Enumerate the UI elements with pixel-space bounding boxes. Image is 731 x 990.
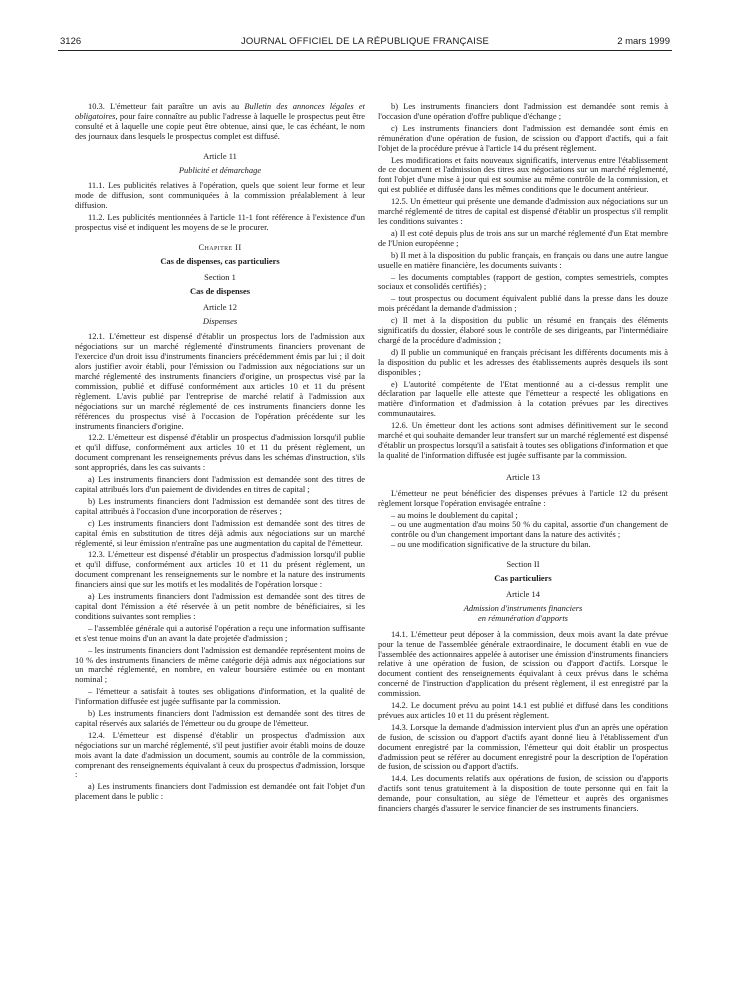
- paragraph-12-4: 12.4. L'émetteur est dispensé d'établir un prospectus d'admission aux négociations sur un marché réglementé, s'il peut justifier avoir établi moins de douze mois avant la date d'admission un document, soumis au contrôle de la commission, comprenant des renseignements équivalant à ceux du prospectus d'admission, lorsque :: [75, 729, 365, 780]
- article-14-title-line-2: en rémunération d'apports: [478, 612, 568, 623]
- article-11-title: Publicité et démarchage: [178, 164, 262, 175]
- article-14-title-line-1: Admission d'instruments financiers: [463, 602, 583, 613]
- paragraph-12-3-b: b) Les instruments financiers dont l'admission est demandée sont des titres de capital réservés aux salariés de l'émetteur ou du groupe de l'émetteur.: [75, 708, 365, 728]
- section-1-title: Cas de dispenses: [189, 285, 250, 296]
- paragraph-12-2-c: c) Les instruments financiers dont l'admission est demandée sont des titres de capital émis en substitution de titres déjà admis aux négociations sur un marché réglementé, si leur émission n'entraîne pas une augmentation du capital de l'émetteur.: [75, 517, 365, 548]
- paragraph-12-5: 12.5. Un émetteur qui présente une demande d'admission aux négociations sur un marché réglementé de titres de capital est dispensé d'établir un prospectus s'il remplit les conditions suivantes :: [378, 196, 668, 226]
- paragraph-12-5-b-1: – les documents comptables (rapport de gestion, comptes semestriels, comptes sociaux et consolidés certifiés) ;: [378, 271, 668, 292]
- paragraph-12-5-c: c) Il met à la disposition du public un résumé en français des éléments significatifs du dossier, élaboré sous le contrôle de ses dirigeants, par l'intermédiaire chargé de la procédure d'admission ;: [378, 315, 668, 345]
- paragraph-12-3: 12.3. L'émetteur est dispensé d'établir un prospectus d'admission lorsqu'il publie et qu'il diffuse, conformément aux articles 10 et 11 du présent règlement, un document comprenant les renseignements sur le nombre et la nature des instruments financiers ainsi que sur les motifs et les modalités de l'opération lorsque :: [75, 549, 365, 590]
- page-number: 3126: [60, 36, 82, 47]
- chapter-heading: Chapitre II: [198, 241, 242, 252]
- article-11-heading: Article 11: [203, 150, 237, 161]
- paragraph-12-2-a: a) Les instruments financiers dont l'admission est demandée sont des titres de capital attribués lors d'un paiement de dividendes en titres de capital ;: [75, 474, 365, 494]
- paragraph-12-3-a-3: – l'émetteur a satisfait à toutes ses obligations d'information, et la qualité de l'information diffusée est jugée suffisante par la commission.: [75, 686, 365, 707]
- paragraph-11-2: 11.2. Les publicités mentionnées à l'article 11-1 font référence à l'existence d'un prospectus visé et indiquent les moyens de se le procurer.: [75, 212, 365, 233]
- paragraph-12-5-b: b) Il met à la disposition du public français, en français ou dans une autre langue usuelle en matière financière, les documents suivants :: [378, 249, 668, 270]
- chapter-title: Cas de dispenses, cas particuliers: [160, 255, 280, 266]
- article-14-heading: Article 14: [506, 588, 540, 599]
- paragraph-12-3-a-2: – les instruments financiers dont l'admission est demandée représentent moins de 10 % des instruments financiers de même catégorie déjà admis aux négociations sur un marché réglementé, en nombre, en valeur boursière estimée ou en montant nominal ;: [75, 644, 365, 685]
- paragraph-13-item-3: – ou une modification significative de la structure du bilan.: [391, 539, 591, 550]
- right-column: [378, 102, 668, 816]
- section-2-title: Cas particuliers: [494, 573, 552, 584]
- paragraph-12-5-b-2: – tout prospectus ou document équivalent publié dans la presse dans les douze mois précédant la demande d'admission ;: [378, 293, 668, 314]
- paragraph-12-2-b: b) Les instruments financiers dont l'admission est demandée sont des titres de capital attribués à l'occasion d'une incorporation de réserves ;: [75, 495, 365, 516]
- paragraph-12-5-e: e) L'autorité compétente de l'Etat mentionné au a ci-dessus remplit une déclaration par laquelle elle atteste que l'émetteur a respecté les obligations en matière d'information et d'admission à la cotation prévues par les directives communautaires.: [378, 378, 668, 419]
- header-rule: [58, 50, 672, 51]
- article-12-heading: Article 12: [203, 301, 237, 312]
- paragraph-12-3-a-1: – l'assemblée générale qui a autorisé l'opération a reçu une information suffisante et s'est tenue moins d'un an avant la date projetée d'admission ;: [75, 622, 365, 643]
- paragraph-12-4-d: Les modifications et faits nouveaux significatifs, intervenus entre l'établissement de ce document et l'admission des titres aux négociations sur un marché réglementé, font l'objet d'une mise à jour qui est soumise au même contrôle de la commission, et qui est publiée et diffusée dans les mêmes conditions que le document antérieur.: [378, 154, 668, 195]
- paragraph-13-item-2: – ou une augmentation d'au moins 50 % du capital, assortie d'un changement de contrôle ou d'un changement important dans la nature des activités ;: [391, 519, 668, 540]
- paragraph-14-2: 14.2. Le document prévu au point 14.1 est publié et diffusé dans les conditions prévues aux articles 10 et 11 du présent règlement.: [378, 700, 668, 720]
- paragraph-12-6: 12.6. Un émetteur dont les actions sont admises définitivement sur le second marché et qui souhaite demander leur transfert sur un marché réglementé est dispensé d'établir un prospectus lorsqu'il a satisfait à toutes ses obligations d'information et que la qualité de l'information diffusée est jugée suffisante par la commission.: [378, 420, 668, 460]
- paragraph-12-3-a: a) Les instruments financiers dont l'admission est demandée sont des titres de capital dont l'émission a été réservée à un petit nombre de bénéficiaires, si les conditions suivantes sont remplies :: [75, 591, 365, 621]
- paragraph-14-3: 14.3. Lorsque la demande d'admission intervient plus d'un an après une opération de fusion, de scission ou d'apport d'actifs ayant donné lieu à l'établissement d'un document enregistré par la commission, l'émetteur qui doit établir un prospectus d'admission peut se référer au document enregistré pour la description de l'opération de fusion, de scission ou d'apport d'actifs.: [378, 721, 668, 772]
- paragraph-10-3: 10.3. L'émetteur fait paraître un avis au Bulletin des annonces légales et obligatoires, pour faire connaître au public l'adresse à laquelle le prospectus peut être consulté et à laquelle une copie peut être obtenue, ainsi que, le cas échéant, le nom des journaux dans lesquels le prospectus complet est diffusé.: [75, 101, 365, 141]
- paragraph-12-4-b: b) Les instruments financiers dont l'admission est demandée sont remis à l'occasion d'une opération d'offre publique d'échange ;: [378, 101, 668, 121]
- paragraph-13-item-1: – au moins le doublement du capital ;: [391, 509, 518, 520]
- paragraph-12-2: 12.2. L'émetteur est dispensé d'établir un prospectus d'admission lorsqu'il publie et qu'il diffuse, conformément aux articles 10 et 11 du présent règlement, un document comprenant les renseignements prévus dans les schémas d'instruction, s'ils sont appropriés, dans les cas suivants :: [75, 432, 365, 473]
- paragraph-14-1: 14.1. L'émetteur peut déposer à la commission, deux mois avant la date prévue pour la tenue de l'assemblée générale extraordinaire, le document établi en vue de l'assemblée des actionnaires appelée à autoriser une émission d'instruments financiers relative à une opération de fusion, de scission ou d'apport d'actifs. Lorsque le document contient des renseignements équivalant à ceux prévus dans le schéma concerné de l'instruction d'application du présent règlement, il est enregistré par la commission.: [378, 628, 668, 699]
- page-header: [60, 36, 670, 50]
- paragraph-12-4-c: c) Les instruments financiers dont l'admission est demandée sont émis en rémunération d'une opération de fusion, de scission ou d'apport d'actifs, qui a fait l'objet de la procédure prévue à l'article 14 du présent règlement.: [378, 122, 668, 153]
- paragraph-12-5-d: d) Il publie un communiqué en français précisant les différents documents mis à la disposition du public et les adresses des établissements auprès desquels ils sont disponibles ;: [378, 346, 668, 377]
- paragraph-12-1: 12.1. L'émetteur est dispensé d'établir un prospectus lors de l'admission aux négociations sur un marché réglementé d'instruments financiers provenant de l'exercice d'un droit issu d'instruments financiers précédemment émis par lui ; il doit alors justifier avoir établi, pour l'émission ou l'admission aux négociations sur un marché réglementé des instruments financiers d'origine, un prospectus visé par la commission, publié et diffusé conformément aux articles 10 et 11 du présent règlement. L'avis publié par l'entreprise de marché relatif à l'admission aux négociations sur un marché réglementé de ces instruments financiers donne les références du prospectus visé à l'occasion de l'opération précédente sur les instruments financiers d'origine.: [75, 331, 365, 431]
- paragraph-13: L'émetteur ne peut bénéficier des dispenses prévues à l'article 12 du présent règlement lorsque l'opération envisagée entraîne :: [378, 487, 668, 508]
- paragraph-12-4-a: a) Les instruments financiers dont l'admission est demandée ont fait l'objet d'un placement dans le public :: [75, 781, 365, 802]
- section-2-heading: Section II: [506, 559, 540, 570]
- left-column: [75, 102, 365, 804]
- paragraph-11-1: 11.1. Les publicités relatives à l'opération, quels que soient leur forme et leur mode de diffusion, sont communiquées à la commission préalablement à leur diffusion.: [75, 180, 365, 211]
- section-1-heading: Section 1: [204, 271, 236, 282]
- article-13-heading: Article 13: [506, 471, 540, 482]
- paragraph-12-5-a: a) Il est coté depuis plus de trois ans sur un marché réglementé d'un Etat membre de l'Union européenne ;: [378, 227, 668, 248]
- issue-date: 2 mars 1999: [617, 36, 670, 47]
- journal-title: JOURNAL OFFICIEL DE LA RÉPUBLIQUE FRANÇAISE: [240, 36, 490, 47]
- paragraph-14-4: 14.4. Les documents relatifs aux opérations de fusion, de scission ou d'apports d'actifs sont tenus gratuitement à la disposition de toute personne qui en fait la demande, pour consultation, au siège de l'émetteur et auprès des organismes financiers chargés d'assurer le service financier de ses instruments financiers.: [378, 773, 668, 814]
- article-12-title: Dispenses: [202, 315, 238, 326]
